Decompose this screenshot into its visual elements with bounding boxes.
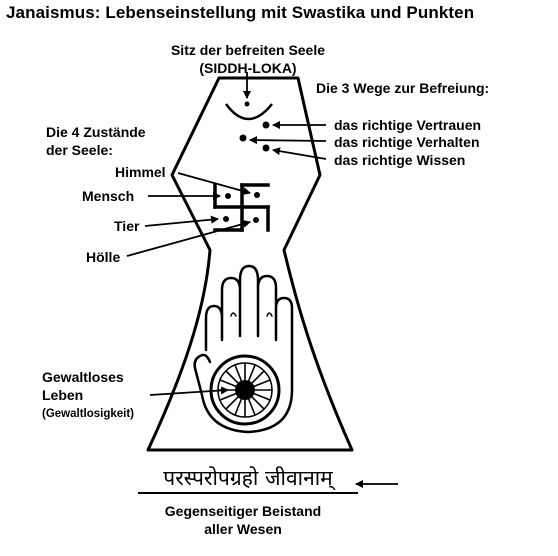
- siddh-label: [148, 42, 348, 76]
- weg-verhalten: das richtige Verhalten: [334, 134, 480, 150]
- dot-wissen: [263, 145, 270, 152]
- beistand-line2: aller Wesen: [204, 521, 282, 537]
- dot-mensch: [225, 193, 231, 199]
- swastika: [215, 185, 268, 230]
- dot-vertrauen: [263, 122, 270, 129]
- zustand-tier: Tier: [114, 218, 140, 234]
- siddh-label-line2: (SIDDH-LOKA): [199, 60, 297, 76]
- crescent-moon: [226, 104, 272, 119]
- gewalt-line1: Gewaltloses: [42, 369, 124, 385]
- zustand-hoelle: Hölle: [86, 249, 121, 265]
- beistand-line1: Gegenseitiger Beistand: [164, 503, 322, 519]
- dot-himmel: [254, 192, 260, 198]
- beistand-label: [128, 503, 358, 537]
- page-title: Janaismus: Lebenseinstellung mit Swastika und Punkten: [6, 3, 475, 22]
- gewalt-line2: Leben: [42, 387, 84, 403]
- zustaende-heading: [46, 124, 146, 158]
- sanskrit-motto: परस्परोपग्रहो जीवानाम्: [138, 464, 358, 494]
- dot-verhalten: [240, 135, 247, 142]
- crescent-dot: [245, 102, 250, 107]
- gewalt-label: [42, 369, 134, 422]
- three-dots: [240, 122, 270, 152]
- weg-wissen: das richtige Wissen: [334, 152, 466, 168]
- siddh-label-line1: Sitz der befreiten Seele: [170, 42, 326, 58]
- gewalt-line3: (Gewaltlosigkeit): [42, 408, 135, 420]
- wege-heading: Die 3 Wege zur Befreiung:: [316, 80, 490, 96]
- zustand-himmel: Himmel: [115, 164, 166, 180]
- weg-vertrauen: das richtige Vertrauen: [334, 117, 482, 133]
- zustand-mensch: Mensch: [82, 188, 135, 204]
- zustaende-heading-line2: der Seele:: [46, 142, 113, 158]
- dot-hoelle: [253, 217, 259, 223]
- dot-tier: [223, 216, 229, 222]
- zustaende-heading-line1: Die 4 Zustände: [46, 124, 146, 140]
